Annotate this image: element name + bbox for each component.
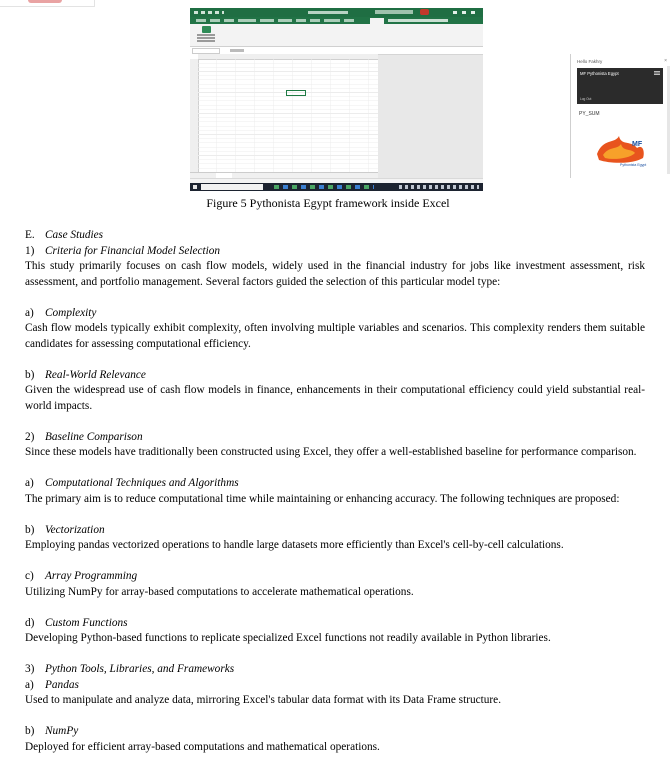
section-heading	[25, 569, 645, 585]
section-heading	[25, 368, 645, 384]
addin-icon	[202, 26, 211, 33]
section-heading	[25, 228, 645, 244]
section-heading	[25, 244, 645, 260]
pane-greeting: Hello Fakhry	[577, 59, 603, 64]
pythonista-ribbon-button	[195, 26, 217, 44]
section-gap	[25, 554, 645, 570]
pane-header	[577, 68, 663, 104]
heading-number: 3)	[25, 663, 35, 675]
workbook-title	[308, 11, 348, 14]
heading-text: Real-World Relevance	[45, 368, 146, 381]
worksheet-grid	[190, 54, 378, 172]
heading-text: Pandas	[45, 678, 79, 691]
heading-number: 1)	[25, 244, 35, 257]
taskbar-apps	[274, 185, 374, 189]
heading-number: a)	[25, 306, 34, 319]
paragraph: Since these models have traditionally been constructed using Excel, they offer a well-established baseline for performance comparison.	[25, 446, 637, 458]
cropped-previous-figure-fragment	[0, 0, 95, 7]
logo-text: MF	[632, 141, 643, 148]
quick-access-toolbar	[194, 11, 224, 14]
heading-number: b)	[25, 725, 35, 737]
pane-scrollbar	[667, 66, 670, 174]
windows-start-icon	[193, 185, 197, 189]
close-icon: ×	[664, 58, 667, 64]
section-gap	[25, 709, 645, 725]
paragraph: Given the widespread use of cash flow models in finance, enhancements in their computational efficiency could yield substantial real-world impacts.	[25, 384, 645, 412]
section-gap	[25, 507, 645, 523]
paragraph: Cash flow models typically exhibit complexity, often involving multiple variables and scenarios. This complexity renders them suitable candidates for assessing computational efficiency.	[25, 322, 645, 350]
heading-number: E.	[25, 229, 35, 241]
heading-number: b)	[25, 368, 35, 381]
system-tray	[399, 185, 479, 189]
heading-number: 2)	[25, 430, 35, 443]
selected-cell	[286, 90, 306, 96]
heading-text: Baseline Comparison	[45, 430, 143, 443]
hamburger-menu-icon	[654, 71, 660, 75]
account-name	[375, 10, 413, 14]
window-controls	[453, 11, 479, 14]
heading-text: Case Studies	[45, 229, 104, 241]
paragraph: This study primarily focuses on cash flow models, widely used in the financial industry for jobs like investment assessment, risk assessment, and portfolio management. Several factors guided the selection of this particular model type:	[25, 260, 645, 288]
section-gap	[25, 600, 645, 616]
function-name: PY_SUM	[579, 111, 600, 117]
paragraph: Deployed for efficient array-based computations and mathematical operations.	[25, 740, 380, 753]
heading-text: Criteria for Financial Model Selection	[45, 244, 221, 257]
heading-text: Complexity	[45, 306, 97, 319]
heading-text: Custom Functions	[45, 616, 128, 629]
paper-body	[25, 228, 645, 755]
excel-title-bar	[190, 8, 483, 17]
windows-taskbar	[190, 183, 483, 191]
section-heading	[25, 306, 645, 322]
fx-icon	[230, 49, 244, 52]
paragraph: Employing pandas vectorized operations to handle large datasets more efficiently than Excel's cell-by-cell calculations.	[25, 539, 564, 551]
heading-text: NumPy	[45, 725, 79, 737]
section-gap	[25, 352, 645, 368]
section-gap	[25, 414, 645, 430]
heading-text: Python Tools, Libraries, and Frameworks	[45, 663, 235, 675]
paragraph: Used to manipulate and analyze data, mirroring Excel's tabular data format with its Data Frame structure.	[25, 694, 502, 706]
ribbon-tabs	[190, 17, 483, 24]
paragraph: Developing Python-based functions to replicate specialized Excel functions not readily available in Python libraries.	[25, 632, 551, 644]
heading-number: c)	[25, 570, 34, 582]
section-heading	[25, 662, 645, 678]
heading-number: a)	[25, 678, 34, 691]
heading-text: Array Programming	[45, 570, 138, 582]
section-heading	[25, 430, 645, 446]
excel-screenshot-figure	[190, 8, 667, 191]
avatar	[420, 9, 429, 15]
cells	[198, 59, 378, 172]
ribbon	[190, 24, 483, 47]
heading-number: a)	[25, 477, 34, 489]
taskbar-search	[201, 184, 263, 190]
logo-subtext: Pythonista Egypt	[620, 163, 647, 167]
section-gap	[25, 461, 645, 477]
heading-text: Vectorization	[45, 523, 105, 536]
section-gap	[25, 647, 645, 663]
tell-me-box	[388, 19, 448, 22]
pythonista-task-pane	[570, 54, 671, 178]
paragraph: The primary aim is to reduce computational time while maintaining or enhancing accuracy. The following techniques are proposed:	[25, 492, 620, 505]
logout-link: Log Out	[580, 97, 592, 101]
section-heading	[25, 678, 645, 694]
heading-text: Computational Techniques and Algorithms	[45, 477, 239, 489]
pane-brand: MF Pythonista Egypt	[580, 71, 619, 76]
figure-caption: Figure 5 Pythonista Egypt framework inside Excel	[206, 196, 450, 210]
heading-number: b)	[25, 523, 35, 536]
section-heading	[25, 476, 645, 492]
section-heading	[25, 724, 645, 740]
section-heading	[25, 523, 645, 539]
paragraph: Utilizing NumPy for array-based computations to accelerate mathematical operations.	[25, 585, 414, 598]
heading-number: d)	[25, 616, 35, 629]
pythonista-logo	[593, 134, 649, 168]
section-heading	[25, 616, 645, 632]
section-gap	[25, 290, 645, 306]
